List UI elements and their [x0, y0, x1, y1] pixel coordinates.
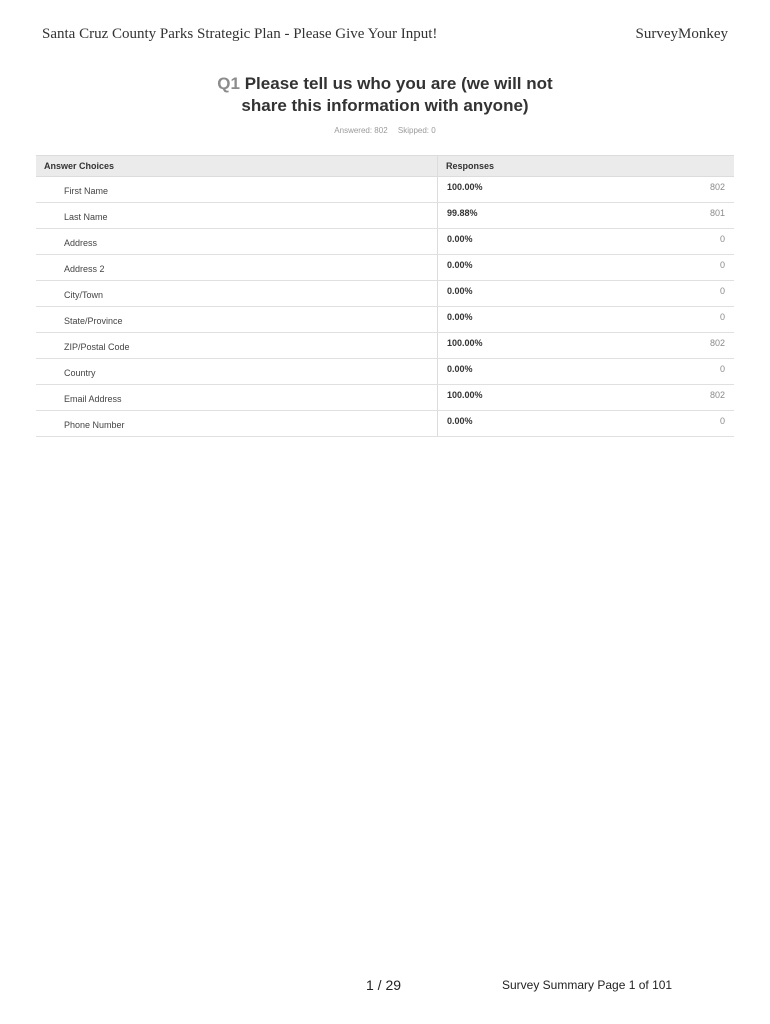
table-row	[36, 229, 734, 255]
answer-choice-cell	[36, 281, 438, 307]
response-percent: 100.00%	[447, 390, 483, 400]
answered-count: Answered: 802	[334, 126, 388, 135]
response-percent: 0.00%	[447, 364, 473, 374]
table-row	[36, 203, 734, 229]
table-header-row	[36, 156, 734, 177]
answer-choice-label: State/Province	[64, 316, 123, 326]
response-percent: 99.88%	[447, 208, 478, 218]
response-cell	[438, 333, 735, 359]
column-header-responses: Responses	[438, 156, 735, 177]
answer-table	[36, 155, 734, 437]
response-percent: 0.00%	[447, 416, 473, 426]
response-percent: 100.00%	[447, 338, 483, 348]
table-row	[36, 177, 734, 203]
response-count: 0	[719, 416, 725, 426]
table-row	[36, 255, 734, 281]
response-count: 0	[719, 286, 725, 296]
response-stats	[0, 126, 770, 135]
answer-choice-cell	[36, 333, 438, 359]
answer-choice-label: Email Address	[64, 394, 122, 404]
response-cell	[438, 411, 735, 437]
question-title	[0, 73, 770, 117]
question-text-line2: share this information with anyone)	[241, 96, 529, 115]
answer-choice-label: Address 2	[64, 264, 105, 274]
response-cell	[438, 307, 735, 333]
response-count: 802	[709, 182, 725, 192]
response-cell	[438, 359, 735, 385]
response-count: 0	[719, 260, 725, 270]
response-count: 801	[709, 208, 725, 218]
answer-choice-cell	[36, 411, 438, 437]
response-percent: 0.00%	[447, 312, 473, 322]
answer-choice-label: First Name	[64, 186, 109, 196]
response-cell	[438, 177, 735, 203]
answer-choice-label: Phone Number	[64, 420, 125, 430]
answer-choice-cell	[36, 255, 438, 281]
response-cell	[438, 203, 735, 229]
response-cell	[438, 229, 735, 255]
answer-choice-label: ZIP/Postal Code	[64, 342, 130, 352]
response-count: 0	[719, 234, 725, 244]
response-count: 0	[719, 364, 725, 374]
column-header-choices: Answer Choices	[36, 156, 438, 177]
table-row	[36, 307, 734, 333]
response-percent: 0.00%	[447, 234, 473, 244]
answer-choice-cell	[36, 229, 438, 255]
answer-choice-label: Address	[64, 238, 98, 248]
table-row	[36, 281, 734, 307]
answer-choice-cell	[36, 307, 438, 333]
response-cell	[438, 385, 735, 411]
question-number: Q1	[217, 74, 240, 93]
table-row	[36, 411, 734, 437]
answer-choice-cell	[36, 385, 438, 411]
answer-choice-label: Last Name	[64, 212, 108, 222]
response-cell	[438, 281, 735, 307]
response-percent: 0.00%	[447, 286, 473, 296]
table-row	[36, 385, 734, 411]
response-percent: 100.00%	[447, 182, 483, 192]
question-text-line1: Please tell us who you are (we will not	[244, 74, 553, 93]
response-cell	[438, 255, 735, 281]
page-indicator: 1 / 29	[366, 977, 402, 993]
answer-choice-cell	[36, 359, 438, 385]
answer-choice-label: City/Town	[64, 290, 104, 300]
answer-choice-label: Country	[64, 368, 96, 378]
table-row	[36, 333, 734, 359]
document-title: Santa Cruz County Parks Strategic Plan - Please Give Your Input!	[42, 26, 438, 42]
skipped-count: Skipped: 0	[397, 126, 436, 135]
brand-name: SurveyMonkey	[635, 26, 728, 42]
response-count: 0	[719, 312, 725, 322]
response-count: 802	[709, 390, 725, 400]
survey-summary-page: Survey Summary Page 1 of 101	[502, 978, 673, 992]
response-percent: 0.00%	[447, 260, 473, 270]
answer-choice-cell	[36, 177, 438, 203]
table-row	[36, 359, 734, 385]
answer-choice-cell	[36, 203, 438, 229]
response-count: 802	[709, 338, 725, 348]
